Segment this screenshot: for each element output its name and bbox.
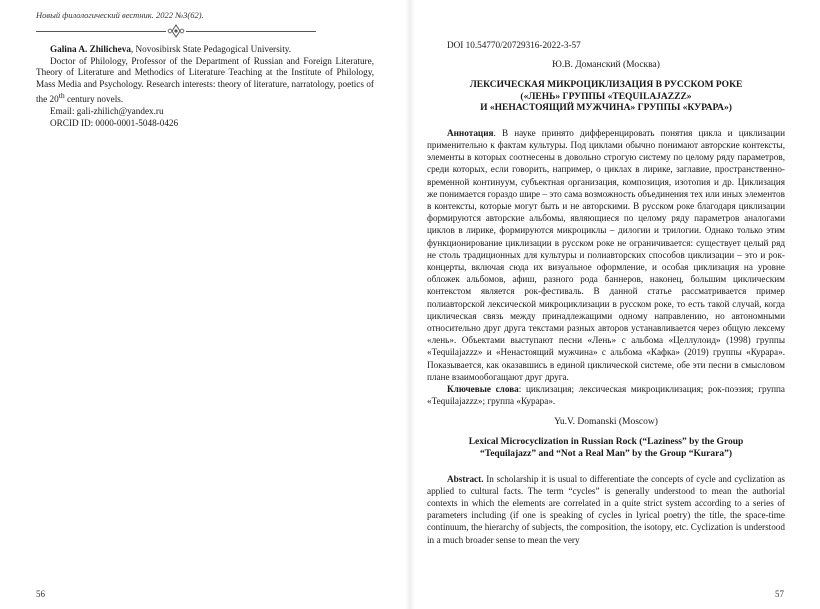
title-en-line: “Tequilajazz” and “Not a Real Man” by the Group “Kurara”): [479, 449, 733, 460]
author-en: Yu.V. Domanski (Moscow): [554, 417, 658, 428]
abstract-en: [427, 473, 785, 546]
title-en: [427, 437, 785, 460]
right-page: [415, 0, 820, 609]
keywords-ru: [427, 383, 785, 407]
running-head: Новый филологический вестник. 2022 №3(62).: [36, 10, 204, 20]
author-email: Email: gali-zhilich@yandex.ru: [50, 106, 164, 117]
author-bio-sup: th: [58, 91, 65, 101]
divider-line-right: [186, 31, 316, 32]
author-ru: Ю.В. Доманский (Москва): [552, 60, 660, 70]
title-ru-line: И «НЕНАСТОЯЩИЙ МУЖЧИНА» ГРУППЫ «КУРАРА»): [480, 103, 732, 114]
divider-line-left: [36, 31, 166, 32]
abstract-en-label: Abstract.: [447, 473, 484, 484]
author-heading: [36, 44, 374, 56]
author-info: [36, 44, 374, 129]
page-number: 57: [775, 589, 784, 599]
left-page: [0, 0, 405, 609]
keywords-ru-text: : циклизация; лексическая микроциклизация; рок-поэзия; группа «Tequilajazzz»; группа «Курара».: [427, 384, 785, 407]
abstract-ru-text: . В науке принято дифференцировать понятия цикла и циклизации применительно к фактам культуры. Под циклами обычно понимают авторские контексты, элементы в которых соотнесены в довольно строгую систему по целому ряду параметров, среди которых, если говорить, например, о циклах в лирике, заглавие, пространственно-временной континуум, субъектная организация, композиция, изотопия и др. Циклизация же понимается гораздо шире – это сама возможность объединения тех или иных элементов в контексты, которые могут быть и не авторскими. В русском роке благодаря циклизации формируются авторские альбомы, являющиеся по целому ряду параметров аналогами циклов в лирике, формируются микроциклы – дилогии и трилогии. Однако только этим функционирование циклизации в русском роке не ограничивается: существует целый ряд не столь традиционных для культуры и полиавторских способов циклизации – это и рок-концерты, включая сюда их визуальное оформление, и особая циклизация на уровне обложек альбомов, афиш, разного рода баннеров, наконец, большим циклическим контекстом является рок-фестиваль. В данной статье рассматривается пример полиавторской лексической микроциклизации в русском роке, то есть такой случай, когда циклическая связь между принадлежащими одному направлению, но автономными относительно друг друга текстами разных авторов устанавливается через общую лексему «лень». Объектами выступают песни «Лень» с альбома «Целлулоид» (1998) группы «Tequilajazzz» и «Ненастоящий мужчина» с альбома «Кафка» (2019) группы «Курара». Показывается, как оказавшись в единой циклической системе, обе эти песни в смысловом плане взаимообогащают друг друга.: [427, 127, 785, 382]
author-bio-prefix: Doctor of Philology, Professor of the Department of Russian and Foreign Literature, Theory of Literature and Methodics of Literature Teaching at the Institute of Philology, Mass Media and Psychology. Research interests: theory of literature, narratology, poetics of the 20: [36, 55, 374, 105]
title-en-line: Lexical Microcyclization in Russian Rock (“Laziness” by the Group: [468, 437, 744, 448]
title-ru-line: («ЛЕНЬ» ГРУППЫ «TEQUILAJAZZZ»: [520, 91, 692, 102]
ornament-icon: [167, 24, 185, 38]
article-content: [427, 40, 785, 546]
abstract-en-text: In scholarship it is usual to differentiate the concepts of cycle and cyclization as applied to cultural facts. The term “cycles” is generally understood to mean the authorial contexts in which the elements are correlated in a quite strict system according to a series of parameters including (if one is speaking of cycles in lyrical poetry) the title, the space-time continuum, the hierarchy of subjects, the composition, the isotopy, etc. Cyclization is understood in a much broader sense to mean the very: [427, 473, 785, 545]
title-ru: [427, 80, 785, 115]
author-name: Galina A. Zhilicheva: [50, 44, 131, 54]
abstract-ru-label: Аннотация: [447, 127, 494, 138]
ornament-divider: [36, 24, 316, 38]
book-gutter: [405, 0, 415, 609]
author-bio-suffix: century novels.: [64, 94, 124, 105]
author-orcid: ORCID ID: 0000-0001-5048-0426: [50, 117, 179, 128]
abstract-ru: [427, 127, 785, 383]
keywords-ru-label: Ключевые слова: [447, 384, 519, 395]
author-affiliation: , Novosibirsk State Pedagogical University.: [130, 44, 292, 54]
page-number: 56: [36, 589, 45, 599]
title-ru-line: ЛЕКСИЧЕСКАЯ МИКРОЦИКЛИЗАЦИЯ В РУССКОМ РОКЕ: [469, 80, 743, 90]
doi: DOI 10.54770/20729316-2022-3-57: [447, 40, 581, 50]
author-bio: [36, 56, 374, 106]
